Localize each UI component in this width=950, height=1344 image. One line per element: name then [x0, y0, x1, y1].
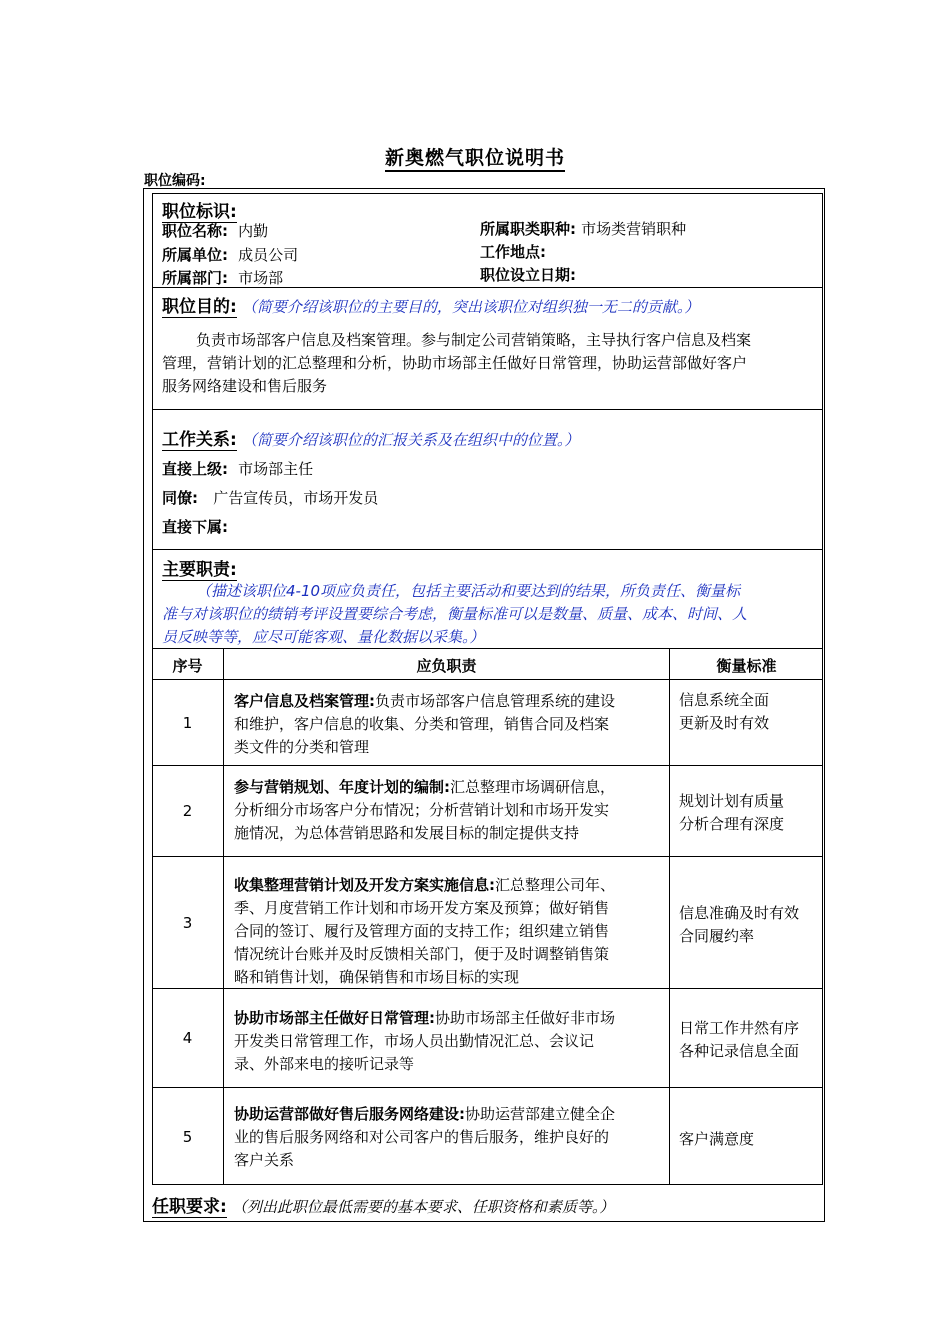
measure-text: 合同履约率 — [679, 927, 755, 945]
field-unit: 所属单位: 成员公司 — [162, 246, 299, 264]
document-title: 新奥燃气职位说明书 — [0, 143, 950, 170]
column-header-measure: 衡量标准 — [716, 657, 777, 675]
field-position-name: 职位名称: 内勤 — [162, 222, 269, 240]
direct-superior: 直接上级: 市场部主任 — [162, 460, 314, 478]
duty-text: 客户关系 — [234, 1151, 295, 1169]
table-border — [152, 648, 823, 649]
row-number: 1 — [182, 714, 193, 732]
divider — [152, 549, 823, 550]
table-border — [669, 648, 670, 1185]
duty-text: 情况统计台账并及时反馈相关部门，便于及时调整销售策 — [234, 945, 610, 963]
field-setup-date: 职位设立日期: — [480, 266, 576, 284]
field-job-category: 所属职类职种: 市场类营销职种 — [480, 220, 687, 238]
direct-subordinate: 直接下属: — [162, 518, 228, 536]
requirements-hint: （列出此职位最低需要的基本要求、任职资格和素质等。） — [231, 1198, 615, 1216]
table-border — [223, 648, 224, 1185]
column-header-no: 序号 — [172, 657, 203, 675]
duty-text: 开发类日常管理工作，市场人员出勤情况汇总、会议记 — [234, 1032, 595, 1050]
measure-text: 客户满意度 — [679, 1130, 755, 1148]
row-number: 5 — [182, 1128, 193, 1146]
duty-text: 协助运营部做好售后服务网络建设:协助运营部建立健全企 — [234, 1105, 616, 1123]
table-border — [152, 765, 823, 766]
duties-hint-line: 员反映等等，应尽可能客观、量化数据以采集。） — [162, 628, 485, 646]
purpose-line: 服务网络建设和售后服务 — [162, 377, 328, 395]
table-border — [152, 1087, 823, 1088]
row-number: 3 — [182, 914, 193, 932]
duty-text: 和维护，客户信息的收集、分类和管理，销售合同及档案 — [234, 715, 610, 733]
requirements-header — [152, 1192, 614, 1217]
table-border — [152, 856, 823, 857]
purpose-line: 管理，营销计划的汇总整理和分析，协助市场部主任做好日常管理，协助运营部做好客户 — [162, 354, 748, 372]
duty-text: 收集整理营销计划及开发方案实施信息:汇总整理公司年、 — [234, 876, 616, 894]
duty-text: 协助市场部主任做好日常管理:协助市场部主任做好非市场 — [234, 1009, 616, 1027]
purpose-heading: 职位目的: — [162, 297, 237, 317]
duties-hint-line: 准与对该职位的绩销考评设置要综合考虑，衡量标准可以是数量、质量、成本、时间、人 — [162, 605, 748, 623]
purpose-line: 负责市场部客户信息及档案管理。参与制定公司营销策略，主导执行客户信息及档案 — [196, 331, 752, 349]
relations-hint: （简要介绍该职位的汇报关系及在组织中的位置。） — [241, 431, 580, 449]
measure-text: 信息准确及时有效 — [679, 904, 800, 922]
duties-heading: 主要职责: — [162, 560, 237, 580]
position-code-label: 职位编码: — [144, 173, 206, 189]
row-number: 2 — [182, 802, 193, 820]
duty-text: 录、外部来电的接听记录等 — [234, 1055, 415, 1073]
purpose-hint: （简要介绍该职位的主要目的，突出该职位对组织独一无二的贡献。） — [241, 298, 700, 316]
purpose-header — [162, 292, 699, 317]
duty-text: 季、月度营销工作计划和市场开发方案及预算；做好销售 — [234, 899, 610, 917]
field-department: 所属部门: 市场部 — [162, 269, 284, 287]
measure-text: 信息系统全面 — [679, 691, 770, 709]
measure-text: 更新及时有效 — [679, 714, 770, 732]
divider — [152, 409, 823, 410]
duty-text: 参与营销规划、年度计划的编制:汇总整理市场调研信息， — [234, 778, 616, 796]
field-location: 工作地点: — [480, 243, 546, 261]
measure-text: 各种记录信息全面 — [679, 1042, 800, 1060]
duty-text: 施情况，为总体营销思路和发展目标的制定提供支持 — [234, 824, 580, 842]
column-header-duty: 应负职责 — [416, 657, 477, 675]
duty-text: 分析细分市场客户分布情况；分析营销计划和市场开发实 — [234, 801, 610, 819]
measure-text: 日常工作井然有序 — [679, 1019, 800, 1037]
requirements-heading: 任职要求: — [152, 1197, 227, 1217]
relations-header — [162, 425, 579, 450]
peers: 同僚: 广告宣传员，市场开发员 — [162, 489, 379, 507]
measure-text: 规划计划有质量 — [679, 792, 785, 810]
table-border — [152, 679, 823, 680]
duty-text: 合同的签订、履行及管理方面的支持工作；组织建立销售 — [234, 922, 610, 940]
duty-text: 业的售后服务网络和对公司客户的售后服务，维护良好的 — [234, 1128, 610, 1146]
duty-text: 客户信息及档案管理:负责市场部客户信息管理系统的建设 — [234, 692, 616, 710]
row-number: 4 — [182, 1029, 193, 1047]
duties-hint-line: （描述该职位4-10项应负责任，包括主要活动和要达到的结果，所负责任、衡量标 — [196, 582, 741, 600]
duty-text: 类文件的分类和管理 — [234, 738, 370, 756]
relations-heading: 工作关系: — [162, 430, 237, 450]
duty-text: 略和销售计划，确保销售和市场目标的实现 — [234, 968, 520, 986]
identification-heading: 职位标识: — [162, 202, 237, 222]
measure-text: 分析合理有深度 — [679, 815, 785, 833]
